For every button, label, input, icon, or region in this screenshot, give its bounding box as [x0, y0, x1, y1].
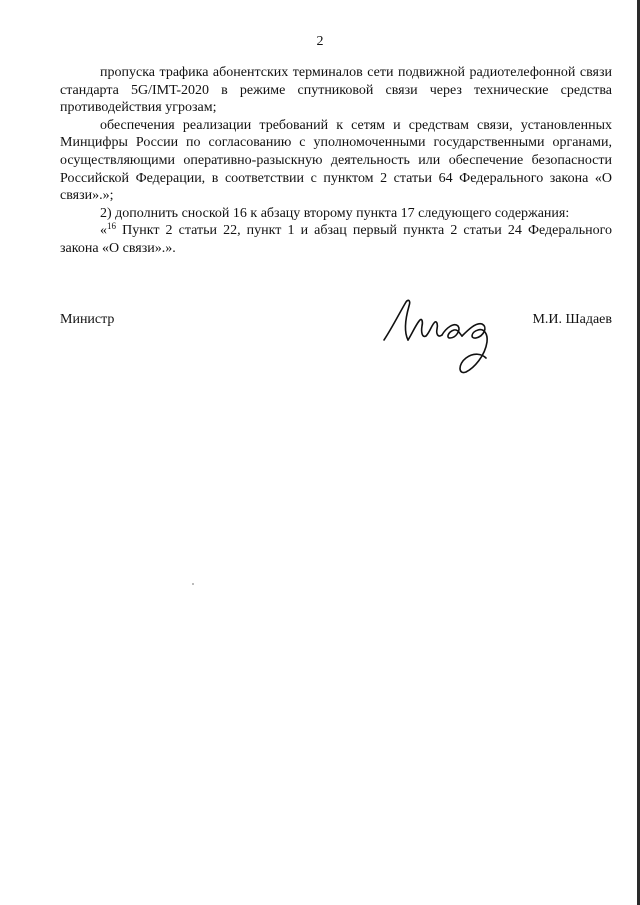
footnote-marker: 16 [107, 221, 116, 232]
page-number: 2 [316, 34, 324, 49]
document-body [60, 64, 612, 258]
handwritten-signature [378, 294, 508, 384]
paragraph-footnote [60, 222, 612, 257]
scan-speck [192, 583, 194, 585]
signatory-position: Министр [60, 312, 115, 327]
signature-block [60, 308, 612, 388]
footnote-open-quote: « [100, 223, 107, 239]
signatory-name: М.И. Шадаев [532, 312, 612, 327]
paragraph-traffic: пропуска трафика абонентских терминалов сети подвижной радиотелефонной связи стандарта 5G/IMT-2020 в режиме спутниковой связи через технические средства противодействия угрозам; [60, 65, 612, 116]
paragraph-requirements: обеспечения реализации требований к сетям и средствам связи, установленных Минцифры России по согласованию с уполномоченными государственными органами, осуществляющими оперативно-разыскную деятельность или обеспечение безопасности Российской Федерации, в соответствии с пунктом 2 статьи 64 Федерального закона «О связи».»; [60, 117, 612, 204]
footnote-text: Пункт 2 статьи 22, пункт 1 и абзац первый пункта 2 статьи 24 Федерального закона «О связи».». [60, 223, 612, 256]
paragraph-amendment: 2) дополнить сноской 16 к абзацу второму пункта 17 следующего содержания: [100, 205, 570, 221]
